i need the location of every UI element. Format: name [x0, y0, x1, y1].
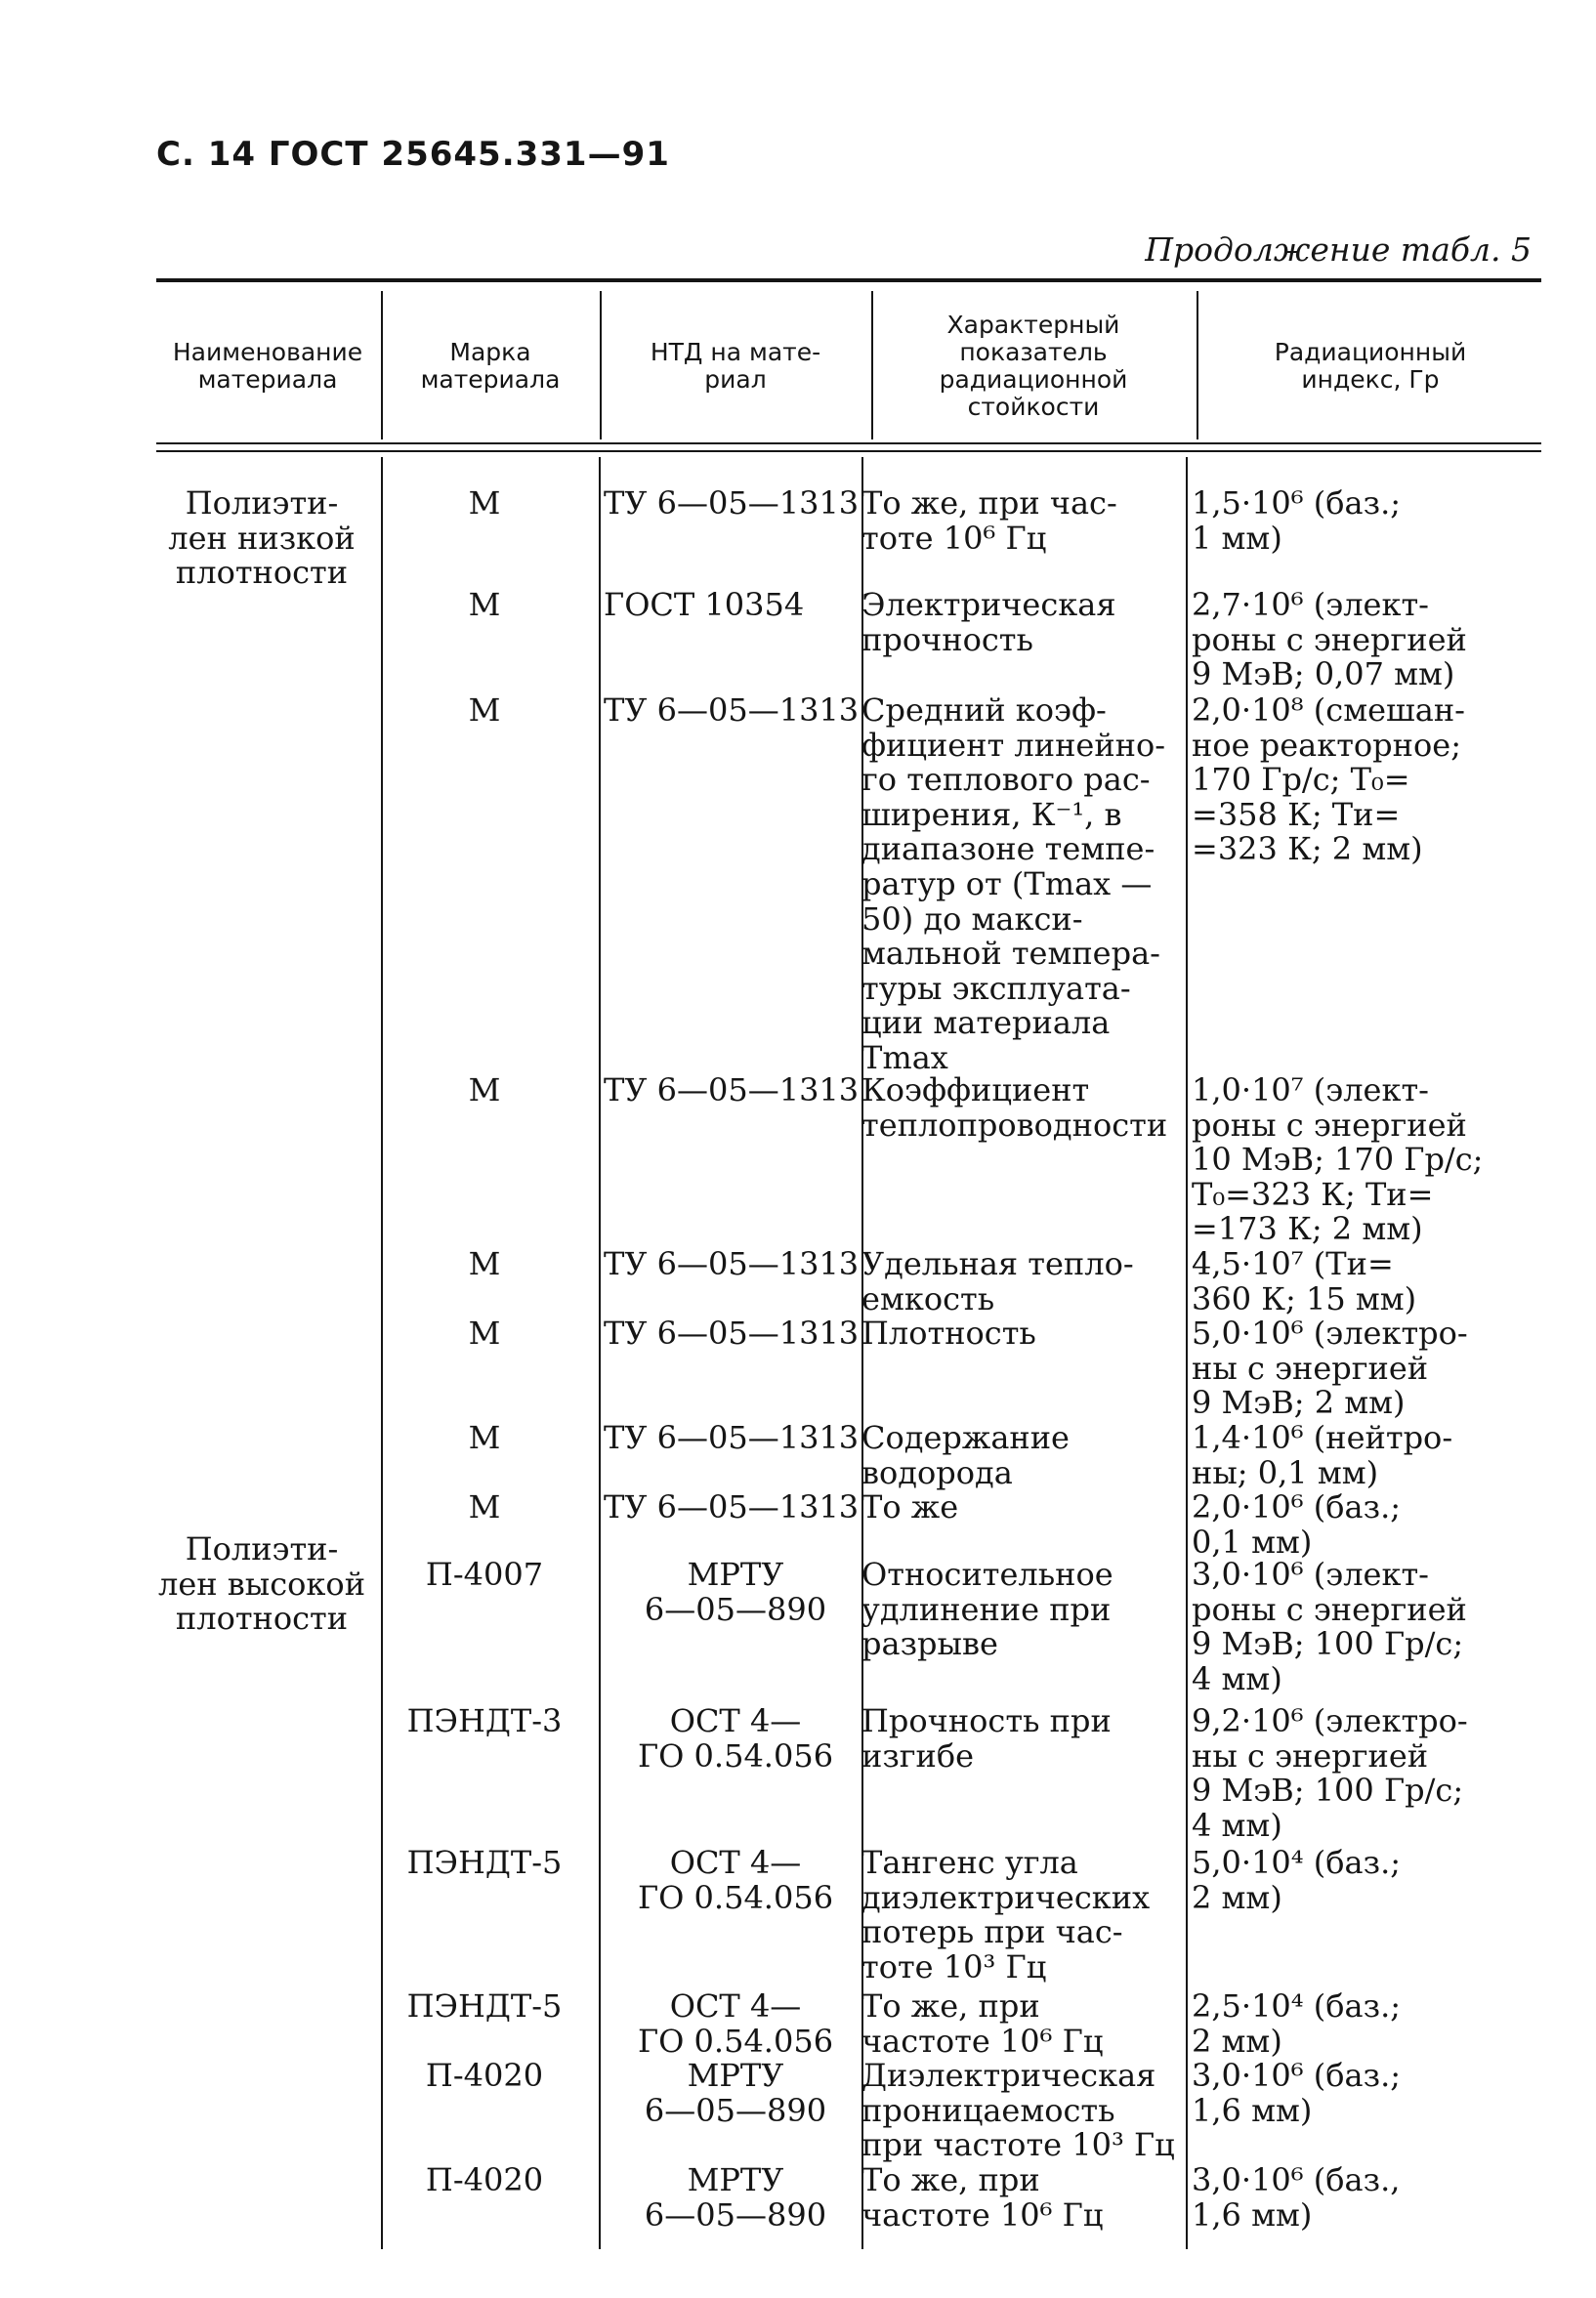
- characteristic: Прочность при изгибе: [861, 1702, 1112, 1775]
- material-mark: М: [468, 484, 501, 522]
- material-mark: М: [468, 1488, 501, 1525]
- characteristic: Диэлектрическая проницаемость при частоте 10³ Гц: [861, 2057, 1175, 2164]
- material-mark: ПЭНДТ-3: [406, 1702, 563, 1739]
- ntd-document: МРТУ 6—05—890: [644, 1556, 827, 1628]
- ntd-document: ТУ 6—05—1313: [604, 1488, 860, 1525]
- header-radiation-index: Радиационный индекс, Гр: [1274, 338, 1467, 394]
- header-characteristic: Характерный показатель радиационной стойкости: [939, 311, 1128, 421]
- column-divider: [599, 457, 601, 2249]
- material-group-name: Полиэти- лен низкой плотности: [168, 484, 356, 592]
- characteristic: Относительное удлинение при разрыве: [861, 1556, 1113, 1663]
- characteristic: То же, при частоте 10⁶ Гц: [861, 2161, 1104, 2234]
- radiation-index: 9,2·10⁶ (электро- ны с энергией 9 МэВ; 100 Гр/с; 4 мм): [1192, 1702, 1468, 1844]
- header-bottom-rule-double: [156, 450, 1541, 452]
- table-top-rule: [156, 278, 1541, 282]
- ntd-document: МРТУ 6—05—890: [644, 2057, 827, 2129]
- radiation-index: 2,5·10⁴ (баз.; 2 мм): [1192, 1987, 1402, 2060]
- header-material-name: Наименование материала: [172, 338, 363, 394]
- material-mark: М: [468, 1315, 501, 1352]
- header-bottom-rule: [156, 442, 1541, 444]
- radiation-index: 5,0·10⁴ (баз.; 2 мм): [1192, 1844, 1402, 1916]
- ntd-document: ТУ 6—05—1313: [604, 1071, 860, 1108]
- material-mark: М: [468, 586, 501, 623]
- ntd-document: ОСТ 4— ГО 0.54.056: [637, 1844, 834, 1916]
- ntd-document: ТУ 6—05—1313: [604, 1315, 860, 1352]
- radiation-index: 2,0·10⁶ (баз.; 0,1 мм): [1192, 1488, 1402, 1561]
- material-group-name: Полиэти- лен высокой плотности: [157, 1530, 366, 1638]
- material-mark: М: [468, 1071, 501, 1108]
- characteristic: Электрическая прочность: [861, 586, 1116, 658]
- ntd-document: ОСТ 4— ГО 0.54.056: [637, 1987, 834, 2060]
- radiation-index: 2,0·10⁸ (смешан- ное реакторное; 170 Гр/с; T₀= =358 К; Tи= =323 К; 2 мм): [1192, 691, 1465, 868]
- characteristic: То же, при частоте 10⁶ Гц: [861, 1987, 1104, 2060]
- ntd-document: ТУ 6—05—1313: [604, 1245, 860, 1282]
- page-header: С. 14 ГОСТ 25645.331—91: [156, 135, 670, 174]
- ntd-document: ТУ 6—05—1313: [604, 1419, 860, 1456]
- column-divider: [381, 457, 383, 2249]
- material-mark: П-4007: [425, 1556, 544, 1593]
- radiation-index: 1,0·10⁷ (элект- роны с энергией 10 МэВ; 170 Гр/с; T₀=323 К; Tи= =173 К; 2 мм): [1192, 1071, 1484, 1248]
- characteristic: Тангенс угла диэлектрических потерь при час- тоте 10³ Гц: [861, 1844, 1151, 1985]
- characteristic: То же, при час- тоте 10⁶ Гц: [861, 484, 1117, 557]
- table-continuation-caption: Продолжение табл. 5: [1145, 230, 1532, 269]
- radiation-index: 3,0·10⁶ (элект- роны с энергией 9 МэВ; 100 Гр/с; 4 мм): [1192, 1556, 1467, 1697]
- radiation-index: 3,0·10⁶ (баз., 1,6 мм): [1192, 2161, 1401, 2234]
- material-mark: ПЭНДТ-5: [406, 1844, 563, 1881]
- ntd-document: ТУ 6—05—1313: [604, 484, 860, 522]
- radiation-index: 4,5·10⁷ (Tи= 360 К; 15 мм): [1192, 1245, 1417, 1317]
- ntd-document: ГОСТ 10354: [604, 586, 805, 623]
- header-material-mark: Марка материала: [420, 338, 561, 394]
- material-mark: М: [468, 1245, 501, 1282]
- characteristic: Коэффициент теплопроводности: [861, 1071, 1168, 1144]
- characteristic: То же: [861, 1488, 959, 1525]
- radiation-index: 3,0·10⁶ (баз.; 1,6 мм): [1192, 2057, 1402, 2129]
- radiation-index: 5,0·10⁶ (электро- ны с энергией 9 МэВ; 2 мм): [1192, 1315, 1468, 1422]
- material-mark: М: [468, 1419, 501, 1456]
- material-mark: М: [468, 691, 501, 729]
- radiation-index: 2,7·10⁶ (элект- роны с энергией 9 МэВ; 0,07 мм): [1192, 586, 1467, 693]
- material-mark: П-4020: [425, 2161, 544, 2198]
- ntd-document: ОСТ 4— ГО 0.54.056: [637, 1702, 834, 1775]
- characteristic: Плотность: [861, 1315, 1036, 1352]
- header-ntd: НТД на мате- риал: [650, 338, 821, 394]
- ntd-document: МРТУ 6—05—890: [644, 2161, 827, 2234]
- material-mark: П-4020: [425, 2057, 544, 2094]
- characteristic: Средний коэф- фициент линейно- го теплового рас- ширения, К⁻¹, в диапазоне темпе- ратур от (Tmax — 50) до макси- мальной темпера- туры эксплуата- ции материала Tmax: [861, 691, 1166, 1076]
- characteristic: Удельная тепло- емкость: [861, 1245, 1134, 1317]
- radiation-index: 1,5·10⁶ (баз.; 1 мм): [1192, 484, 1402, 557]
- material-mark: ПЭНДТ-5: [406, 1987, 563, 2025]
- characteristic: Содержание водорода: [861, 1419, 1070, 1491]
- radiation-index: 1,4·10⁶ (нейтро- ны; 0,1 мм): [1192, 1419, 1453, 1491]
- ntd-document: ТУ 6—05—1313: [604, 691, 860, 729]
